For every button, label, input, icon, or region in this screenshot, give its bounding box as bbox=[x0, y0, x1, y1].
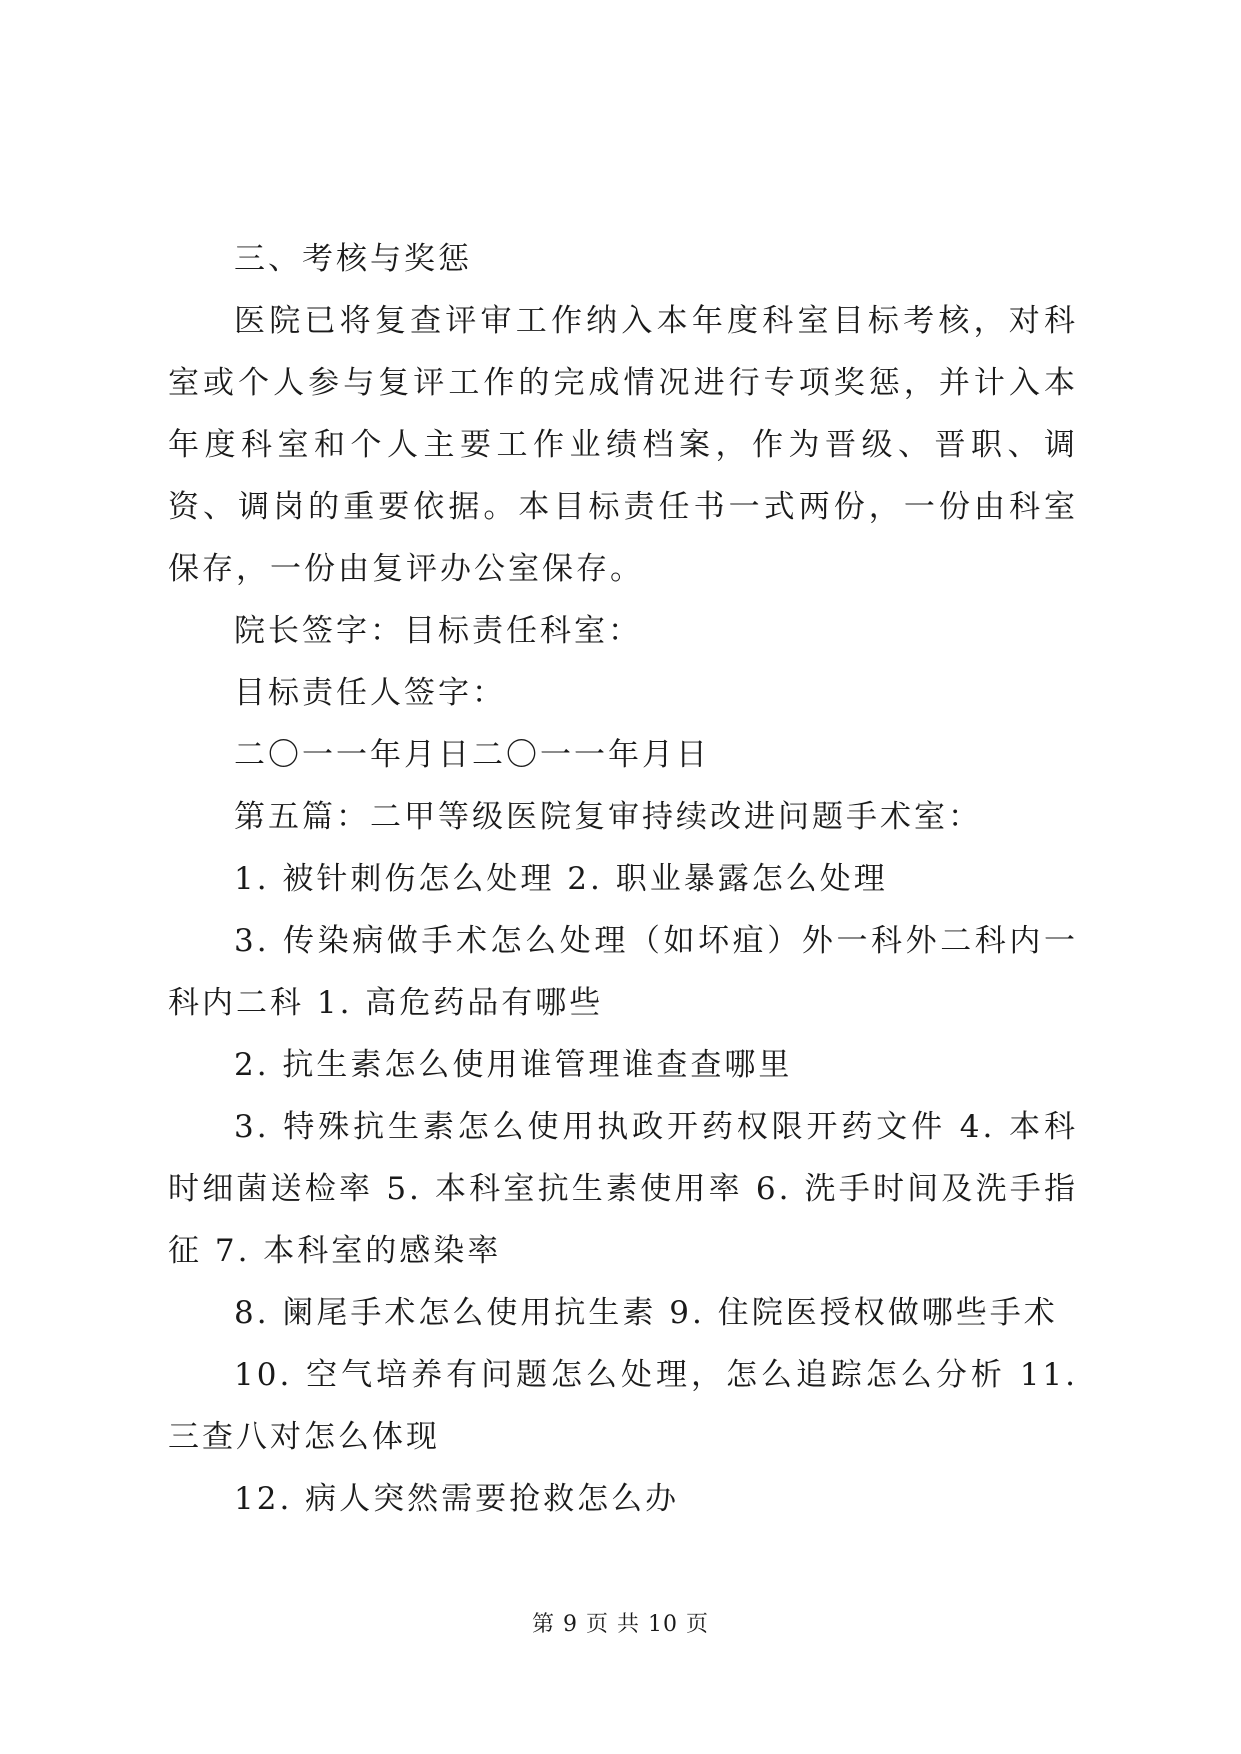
list-item: 8. 阑尾手术怎么使用抗生素 9. 住院医授权做哪些手术 bbox=[234, 1295, 1058, 1331]
list-item: 12. 病人突然需要抢救怎么办 bbox=[234, 1481, 680, 1517]
page-number-footer: 第 9 页 共 10 页 bbox=[532, 1612, 709, 1637]
signature-line: 院长签字：目标责任科室： bbox=[234, 613, 642, 649]
list-item: 10. 空气培养有问题怎么处理，怎么追踪怎么分析 11. 三查八对怎么体现 bbox=[168, 1357, 1078, 1455]
date-line: 二〇一一年月日二〇一一年月日 bbox=[234, 737, 710, 773]
document-body bbox=[168, 228, 1078, 1530]
list-item: 3. 传染病做手术怎么处理（如坏疽）外一科外二科内一科内二科 1. 高危药品有哪些 bbox=[168, 923, 1078, 1021]
signature-line: 目标责任人签字： bbox=[234, 675, 506, 711]
chapter-heading: 第五篇：二甲等级医院复审持续改进问题手术室： bbox=[234, 799, 982, 835]
list-item: 3. 特殊抗生素怎么使用执政开药权限开药文件 4. 本科时细菌送检率 5. 本科室抗生素使用率 6. 洗手时间及洗手指征 7. 本科室的感染率 bbox=[168, 1109, 1078, 1269]
list-item: 1. 被针刺伤怎么处理 2. 职业暴露怎么处理 bbox=[234, 861, 888, 897]
paragraph: 医院已将复查评审工作纳入本年度科室目标考核，对科室或个人参与复评工作的完成情况进行专项奖惩，并计入本年度科室和个人主要工作业绩档案，作为晋级、晋职、调资、调岗的重要依据。本目标责任书一式两份，一份由科室保存，一份由复评办公室保存。 bbox=[168, 303, 1078, 587]
list-item: 2. 抗生素怎么使用谁管理谁查查哪里 bbox=[234, 1047, 793, 1083]
section-heading: 三、考核与奖惩 bbox=[234, 241, 472, 277]
